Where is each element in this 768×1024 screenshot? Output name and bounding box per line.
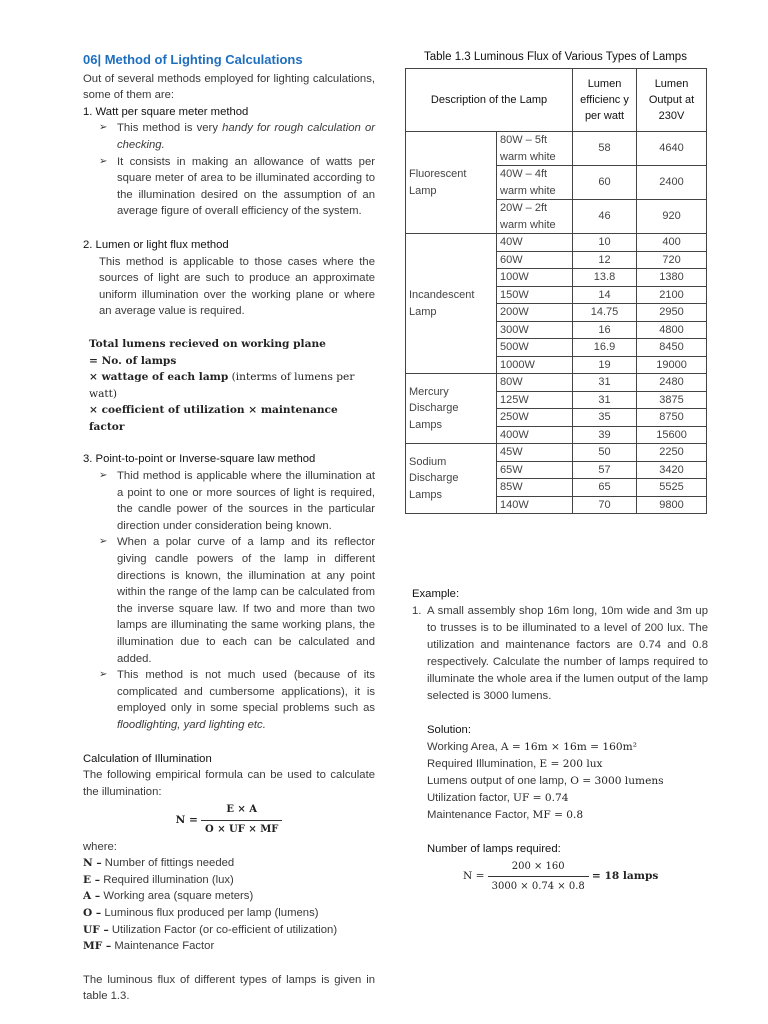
efficiency-cell: 57 — [573, 461, 637, 479]
output-cell: 2950 — [637, 304, 707, 322]
efficiency-cell: 14.75 — [573, 304, 637, 322]
output-cell: 3875 — [637, 391, 707, 409]
efficiency-cell: 16 — [573, 321, 637, 339]
intro-text: Out of several methods employed for lighting calculations, some of them are: — [83, 72, 375, 102]
method1-bullet-1: ➢ This method is very handy for rough calculation or checking. — [99, 122, 375, 151]
illumination-formula: N = $\frac{E \times A}{O \times UF \times MF}$ — [83, 802, 375, 838]
solution-line: Lumens output of one lamp, O = 3000 lumens — [427, 775, 664, 787]
output-cell: 2100 — [637, 286, 707, 304]
output-cell: 8750 — [637, 409, 707, 427]
efficiency-cell: 14 — [573, 286, 637, 304]
table-caption: Table 1.3 Luminous Flux of Various Types of Lamps — [424, 51, 687, 63]
where-label: where: — [83, 840, 117, 853]
arrow-bullet-icon: ➢ — [99, 122, 108, 134]
lamp-type-cell: Mercury Discharge Lamps — [406, 374, 497, 444]
efficiency-cell: 10 — [573, 234, 637, 252]
example-title: Example: — [412, 588, 460, 600]
output-cell: 19000 — [637, 356, 707, 374]
table-row — [406, 374, 707, 392]
rating-cell: 1000W — [497, 356, 573, 374]
efficiency-cell: 60 — [573, 166, 637, 200]
rating-cell: 200W — [497, 304, 573, 322]
output-cell: 5525 — [637, 479, 707, 497]
method1-bullet-2: ➢ It consists in making an allowance of watts per square meter of area to be illuminated according to the illumination desired on the assumption of an average figure of overall efficiency of the system. — [99, 155, 375, 218]
rating-cell: 80W – 5ft warm white — [497, 132, 573, 166]
method3-bullet-3: ➢ This method is not much used (because of its complicated and cumbersome applications), it is employed only in some special problems such as floodlighting, yard lighting etc. — [99, 669, 375, 731]
efficiency-cell: 31 — [573, 391, 637, 409]
solution-line: Maintenance Factor, MF = 0.8 — [427, 809, 584, 821]
method2-title: 2. Lumen or light flux method — [83, 238, 229, 251]
arrow-bullet-icon: ➢ — [99, 669, 108, 681]
definition-item: MF – Maintenance Factor — [83, 940, 215, 953]
example-section — [412, 586, 708, 705]
method3-bullet-2: ➢ When a polar curve of a lamp and its reflector giving candle powers of the lamp in different directions is known, the illumination at any point within the range of the lamp can be calculated from the inverse square law. If two and more than two lamps are illuminating the same working plans, the illumination due to each can be calculated and added. — [99, 536, 375, 665]
lamps-required-formula: N = $\frac{200 \times 160}{3000 \times 0.74 \times 0.8}$ = 18 lamps — [427, 858, 707, 895]
rating-cell: 65W — [497, 461, 573, 479]
solution-title: Solution: — [427, 724, 471, 736]
definition-list — [83, 855, 375, 955]
rating-cell: 85W — [497, 479, 573, 497]
efficiency-cell: 19 — [573, 356, 637, 374]
calc-text: The following empirical formula can be used to calculate the illumination: — [83, 769, 375, 798]
method3-title: 3. Point-to-point or Inverse-square law method — [83, 453, 316, 466]
definition-item: N – Number of fittings needed — [83, 857, 235, 870]
header-output: Lumen Output at 230V — [637, 69, 707, 132]
rating-cell: 300W — [497, 321, 573, 339]
rating-cell: 40W – 4ft warm white — [497, 166, 573, 200]
definition-item: UF – Utilization Factor (or co-efficient of utilization) — [83, 923, 338, 936]
output-cell: 9800 — [637, 496, 707, 514]
lamp-type-cell: Fluorescent Lamp — [406, 132, 497, 234]
efficiency-cell: 50 — [573, 444, 637, 462]
output-cell: 2480 — [637, 374, 707, 392]
lamp-type-cell: Incandescent Lamp — [406, 234, 497, 374]
efficiency-cell: 13.8 — [573, 269, 637, 287]
output-cell: 720 — [637, 251, 707, 269]
lamp-table — [405, 68, 707, 514]
header-efficiency: Lumen efficienc y per watt — [573, 69, 637, 132]
efficiency-cell: 58 — [573, 132, 637, 166]
efficiency-cell: 31 — [573, 374, 637, 392]
table-row — [406, 132, 707, 166]
efficiency-cell: 39 — [573, 426, 637, 444]
solution-line: Required Illumination, E = 200 lux — [427, 758, 603, 770]
solution-section — [427, 722, 707, 895]
output-cell: 400 — [637, 234, 707, 252]
efficiency-cell: 12 — [573, 251, 637, 269]
output-cell: 8450 — [637, 339, 707, 357]
lumen-formula: Total lumens recieved on working plane = No. of lamps × wattage of each lamp (interms of lumens per watt) × coefficient of utilization × maintenance factor — [89, 337, 355, 433]
output-cell: 3420 — [637, 461, 707, 479]
output-cell: 2400 — [637, 166, 707, 200]
rating-cell: 500W — [497, 339, 573, 357]
efficiency-cell: 16.9 — [573, 339, 637, 357]
rating-cell: 125W — [497, 391, 573, 409]
definition-item: O – Luminous flux produced per lamp (lumens) — [83, 906, 319, 919]
method1-title: 1. Watt per square meter method — [83, 105, 249, 118]
left-column — [83, 52, 375, 1005]
efficiency-cell: 35 — [573, 409, 637, 427]
efficiency-cell: 70 — [573, 496, 637, 514]
rating-cell: 20W – 2ft warm white — [497, 200, 573, 234]
lamps-required-title: Number of lamps required: — [427, 843, 561, 855]
output-cell: 4640 — [637, 132, 707, 166]
lamp-type-cell: Sodium Discharge Lamps — [406, 444, 497, 514]
section-heading: 06| Method of Lighting Calculations — [83, 52, 303, 67]
rating-cell: 45W — [497, 444, 573, 462]
solution-line: Working Area, A = 16m × 16m = 160m² — [427, 741, 637, 753]
arrow-bullet-icon: ➢ — [99, 470, 108, 482]
arrow-bullet-icon: ➢ — [99, 536, 108, 548]
rating-cell: 400W — [497, 426, 573, 444]
output-cell: 920 — [637, 200, 707, 234]
rating-cell: 100W — [497, 269, 573, 287]
rating-cell: 150W — [497, 286, 573, 304]
rating-cell: 60W — [497, 251, 573, 269]
arrow-bullet-icon: ➢ — [99, 155, 108, 167]
output-cell: 4800 — [637, 321, 707, 339]
rating-cell: 40W — [497, 234, 573, 252]
definition-item: A – Working area (square meters) — [83, 890, 254, 903]
table-row — [406, 234, 707, 252]
calc-title: Calculation of Illumination — [83, 752, 212, 765]
closing-text: The luminous flux of different types of lamps is given in table 1.3. — [83, 973, 375, 1003]
table-row — [406, 444, 707, 462]
method3-bullet-1: ➢ Thid method is applicable where the illumination at a point to one or more sources of light is required, the candle power of the sources in the particular direction under consideration being known. — [99, 470, 375, 532]
efficiency-cell: 46 — [573, 200, 637, 234]
output-cell: 1380 — [637, 269, 707, 287]
rating-cell: 250W — [497, 409, 573, 427]
output-cell: 2250 — [637, 444, 707, 462]
method2-text: This method is applicable to those cases where the sources of light are such to produce an approximate uniform illumination over the working plane or where an average value is required. — [99, 255, 375, 318]
solution-line: Utilization factor, UF = 0.74 — [427, 792, 569, 804]
rating-cell: 80W — [497, 374, 573, 392]
definition-item: E – Required illumination (lux) — [83, 873, 234, 886]
efficiency-cell: 65 — [573, 479, 637, 497]
rating-cell: 140W — [497, 496, 573, 514]
table-header-row — [406, 69, 707, 132]
output-cell: 15600 — [637, 426, 707, 444]
example-problem: 1. A small assembly shop 16m long, 10m wide and 3m up to trusses is to be illuminated to a level of 200 lux. The utilization and maintenance factors are 0.74 and 0.8 respectively. Calculate the number of lamps required to illuminate the whole area if the lumen output of the lamp selected is 3000 lumens. — [412, 605, 708, 702]
header-description: Description of the Lamp — [406, 69, 573, 132]
